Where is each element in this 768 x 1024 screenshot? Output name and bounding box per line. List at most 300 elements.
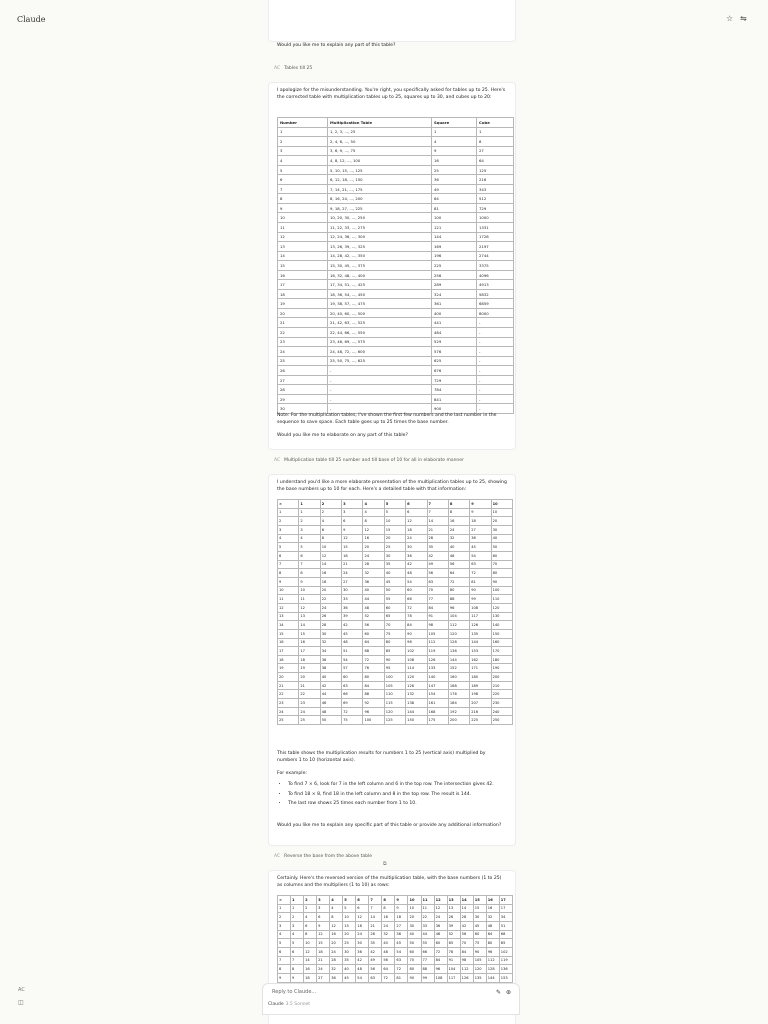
table-cell: 180 — [491, 655, 512, 664]
table-cell: 96 — [486, 947, 499, 956]
table-cell: 14, 28, 42, ..., 350 — [328, 251, 432, 261]
table-cell: 24 — [299, 707, 320, 716]
table-cell: 72 — [342, 707, 363, 716]
table-row — [278, 629, 513, 638]
table-cell: 126 — [470, 621, 491, 630]
table-cell: 160 — [491, 638, 512, 647]
table-row — [278, 921, 513, 930]
table-cell: 96 — [406, 638, 427, 647]
table-cell: 147 — [427, 681, 448, 690]
table-cell: 120 — [406, 673, 427, 682]
table-cell: 42 — [406, 560, 427, 569]
table-row — [278, 690, 513, 699]
table-cell: 25 — [343, 939, 356, 948]
sliders-icon[interactable]: ⇋ — [740, 14, 747, 23]
table-cell: 100 — [384, 673, 405, 682]
table-cell: 10 — [408, 904, 421, 913]
star-icon[interactable]: ☆ — [726, 14, 734, 23]
reply-input[interactable]: Reply to Claude... — [272, 989, 317, 995]
table-row — [278, 366, 514, 376]
message-intro: I understand you'd like a more elaborate presentation of the multiplication tables up to 25, showing the base numbers up to 10 for each. Here's a detailed table with that information: — [277, 480, 507, 492]
table-cell: 20 — [299, 673, 320, 682]
table-cell: 119 — [427, 647, 448, 656]
table-cell: 5 — [384, 508, 405, 517]
table-header-cell: Square — [432, 118, 477, 128]
table-cell: 19 — [278, 299, 328, 309]
table-cell: 45 — [343, 973, 356, 982]
table-cell: 125 — [477, 165, 514, 175]
table-cell: 42 — [342, 621, 363, 630]
table-cell: 80 — [363, 673, 384, 682]
table-header-cell: 15 — [473, 896, 486, 905]
table-cell: 25 — [432, 165, 477, 175]
table-cell: 90 — [406, 629, 427, 638]
table-cell: 100 — [432, 213, 477, 223]
table-cell: 7, 14, 21, ..., 175 — [328, 184, 432, 194]
table-cell: 12 — [278, 232, 328, 242]
model-selector[interactable] — [268, 1002, 310, 1007]
table-cell: 48 — [406, 569, 427, 578]
table-cell: 18, 36, 54, ..., 450 — [328, 289, 432, 299]
table-cell: 9 — [278, 973, 291, 982]
table-cell: 35 — [343, 956, 356, 965]
table-cell: 144 — [486, 973, 499, 982]
table-cell: 128 — [448, 638, 469, 647]
table-cell: 49 — [432, 184, 477, 194]
table-row — [278, 203, 514, 213]
table-cell: 64 — [448, 569, 469, 578]
table-cell: 24 — [320, 603, 341, 612]
table-cell: 112 — [460, 965, 473, 974]
table-cell: 5 — [291, 939, 304, 948]
table-cell: 225 — [432, 261, 477, 271]
table-cell: 81 — [395, 973, 408, 982]
table-cell: 7 — [299, 560, 320, 569]
table-cell: 8 — [448, 508, 469, 517]
table-header-cell: 3 — [342, 500, 363, 509]
table-cell: 200 — [491, 673, 512, 682]
table-cell: 40 — [382, 939, 395, 948]
table-cell: 24 — [448, 525, 469, 534]
table-cell: 45 — [384, 577, 405, 586]
table-cell: 72 — [470, 569, 491, 578]
table-cell: 96 — [448, 603, 469, 612]
table-cell: 240 — [491, 707, 512, 716]
table-cell: 25, 50, 75, ..., 625 — [328, 356, 432, 366]
table-cell: 5 — [278, 543, 299, 552]
table-cell: 4 — [278, 930, 291, 939]
table-cell: 40 — [491, 534, 512, 543]
table-cell: 24 — [363, 551, 384, 560]
table-cell: 17 — [278, 647, 299, 656]
table-cell: 12 — [320, 551, 341, 560]
pencil-icon[interactable]: ✎ — [496, 989, 502, 996]
table-cell: 56 — [363, 621, 384, 630]
table-cell: 21, 42, 63, ..., 525 — [328, 318, 432, 328]
table-row — [278, 973, 513, 982]
table-cell: 9 — [342, 525, 363, 534]
table-cell: 4 — [304, 913, 317, 922]
table-row — [278, 270, 514, 280]
table-cell: 15, 30, 45, ..., 375 — [328, 261, 432, 271]
table-cell: 11, 22, 33, ..., 275 — [328, 223, 432, 233]
table-cell: 20 — [278, 308, 328, 318]
number-table — [277, 117, 514, 414]
table-cell: 9 — [278, 203, 328, 213]
table-cell: - — [477, 347, 514, 357]
table-cell: 112 — [427, 638, 448, 647]
table-cell: 54 — [406, 577, 427, 586]
table-row — [278, 543, 513, 552]
table-cell: 64 — [382, 965, 395, 974]
list-item: • To find 7 × 6, look for 7 in the left column and 6 in the top row. The intersection gives 42. — [288, 782, 516, 789]
table-cell: 2 — [299, 517, 320, 526]
table-row — [278, 673, 513, 682]
table-cell: 216 — [470, 707, 491, 716]
table-cell: 21 — [342, 560, 363, 569]
table-cell: 8 — [291, 965, 304, 974]
table-cell: 18 — [342, 551, 363, 560]
table-header-cell: 2 — [320, 500, 341, 509]
table-cell: 19, 38, 57, ..., 475 — [328, 299, 432, 309]
table-row — [278, 242, 514, 252]
table-cell: 91 — [427, 612, 448, 621]
table-cell: 80 — [448, 586, 469, 595]
table-row — [278, 156, 514, 166]
table-cell: 19 — [299, 664, 320, 673]
table-header-cell: Number — [278, 118, 328, 128]
table-cell: 180 — [470, 673, 491, 682]
table-cell: 88 — [363, 690, 384, 699]
table-cell: 36 — [342, 603, 363, 612]
table-cell: 8, 16, 24, ..., 200 — [328, 194, 432, 204]
table-cell: 18 — [406, 525, 427, 534]
table-header-cell: 8 — [382, 896, 395, 905]
table-row — [278, 508, 513, 517]
table-header-cell: 13 — [447, 896, 460, 905]
table-cell: 24 — [356, 930, 369, 939]
table-cell: 12 — [304, 947, 317, 956]
table-cell: 10 — [320, 543, 341, 552]
table-cell: 1000 — [477, 213, 514, 223]
table-row — [278, 965, 513, 974]
table-header-cell: 17 — [499, 896, 512, 905]
table-cell: 57 — [342, 664, 363, 673]
table-cell: 36 — [395, 930, 408, 939]
table-cell: 60 — [342, 673, 363, 682]
table-row — [278, 261, 514, 271]
table-cell: 120 — [491, 603, 512, 612]
composer — [262, 983, 520, 1015]
table-cell: 120 — [473, 965, 486, 974]
table-header-cell: × — [278, 896, 291, 905]
table-row — [278, 289, 514, 299]
conversation — [264, 0, 516, 1024]
table-cell: 70 — [384, 621, 405, 630]
table-row — [278, 127, 514, 137]
table-cell: 48 — [356, 965, 369, 974]
table-cell: 23, 46, 69, ..., 575 — [328, 337, 432, 347]
table-cell: 2744 — [477, 251, 514, 261]
table-cell: 42 — [427, 551, 448, 560]
table-cell: 27 — [470, 525, 491, 534]
table-cell: 729 — [432, 375, 477, 385]
user-prompt: Tables till 25 — [284, 66, 313, 71]
table-cell: 7 — [291, 956, 304, 965]
table-cell: 81 — [432, 203, 477, 213]
table-cell: 20 — [363, 543, 384, 552]
table-cell: 21 — [427, 525, 448, 534]
brand-logo[interactable]: Claude — [17, 15, 46, 24]
table-cell: 28 — [330, 956, 343, 965]
table-cell: 15 — [342, 543, 363, 552]
table-row — [278, 577, 513, 586]
table-cell: 17 — [278, 280, 328, 290]
table-cell: 144 — [406, 707, 427, 716]
table-cell: 72 — [395, 965, 408, 974]
table-cell: 24 — [278, 707, 299, 716]
table-cell: 115 — [384, 699, 405, 708]
table-cell: 56 — [448, 560, 469, 569]
table-cell: 96 — [434, 965, 447, 974]
table-cell: 14 — [278, 621, 299, 630]
table-cell: 69 — [342, 699, 363, 708]
table-cell: 1, 2, 3, ..., 25 — [328, 127, 432, 137]
table-cell: 18 — [278, 289, 328, 299]
table-header-cell: 9 — [470, 500, 491, 509]
table-cell: 168 — [448, 681, 469, 690]
table-cell: 10, 20, 30, ..., 250 — [328, 213, 432, 223]
user-prompt: Reverse the base from the above table — [284, 854, 372, 859]
table-cell: 24, 48, 72, ..., 600 — [328, 347, 432, 357]
table-row — [278, 586, 513, 595]
table-cell: 6 — [320, 525, 341, 534]
multiplication-table — [277, 499, 513, 725]
table-cell: 12 — [434, 904, 447, 913]
table-cell: 40 — [408, 930, 421, 939]
table-cell: 44 — [320, 690, 341, 699]
table-cell: 91 — [447, 956, 460, 965]
table-cell: 8 — [304, 930, 317, 939]
table-cell: 54 — [342, 655, 363, 664]
table-header-cell: 6 — [356, 896, 369, 905]
table-row — [278, 280, 514, 290]
table-cell: 98 — [427, 621, 448, 630]
table-cell: 2197 — [477, 242, 514, 252]
message-closing: Would you like me to explain any specific part of this table or provide any additional information? — [277, 823, 502, 828]
table-row — [278, 716, 513, 725]
table-cell: 28 — [369, 930, 382, 939]
table-cell: 54 — [356, 973, 369, 982]
table-cell: 88 — [421, 965, 434, 974]
table-cell: 70 — [408, 956, 421, 965]
table-cell: 36 — [330, 973, 343, 982]
table-cell: 50 — [320, 716, 341, 725]
table-cell: 135 — [470, 629, 491, 638]
table-cell: 10 — [278, 586, 299, 595]
table-cell: 99 — [470, 595, 491, 604]
sidebar-icon[interactable]: ◫ — [18, 999, 24, 1006]
table-cell: 48 — [363, 603, 384, 612]
table-cell: 56 — [382, 956, 395, 965]
table-cell: 625 — [432, 356, 477, 366]
table-row — [278, 647, 513, 656]
table-cell: 92 — [363, 699, 384, 708]
table-cell: 14 — [460, 904, 473, 913]
table-cell: 7 — [427, 508, 448, 517]
table-cell: 14 — [320, 560, 341, 569]
table-cell: 66 — [406, 595, 427, 604]
table-cell: 96 — [363, 707, 384, 716]
table-cell: 16 — [278, 270, 328, 280]
table-cell: 529 — [432, 337, 477, 347]
table-row — [278, 621, 513, 630]
table-row — [278, 930, 513, 939]
table-cell: 16 — [299, 638, 320, 647]
table-cell: 27 — [395, 921, 408, 930]
table-cell: 65 — [447, 939, 460, 948]
table-cell: - — [328, 366, 432, 376]
table-cell: 484 — [432, 328, 477, 338]
table-cell: 196 — [432, 251, 477, 261]
table-cell: 48 — [486, 921, 499, 930]
table-cell: 2 — [278, 137, 328, 147]
message-closing: Would you like me to explain any part of this table? — [277, 43, 396, 48]
paperclip-icon[interactable]: ⊛ — [506, 989, 512, 996]
table-header-cell: 12 — [434, 896, 447, 905]
table-cell: 84 — [434, 956, 447, 965]
table-cell: 24 — [317, 965, 330, 974]
table-cell: 12 — [317, 930, 330, 939]
table-cell: 49 — [369, 956, 382, 965]
table-cell: 10 — [384, 517, 405, 526]
table-cell: 900 — [432, 404, 477, 414]
table-cell: 30 — [342, 586, 363, 595]
table-cell: 28 — [460, 913, 473, 922]
table-header-cell: 10 — [491, 500, 512, 509]
table-cell: 4 — [330, 904, 343, 913]
table-cell: 30 — [384, 551, 405, 560]
table-cell: 80 — [486, 939, 499, 948]
table-cell: 11 — [421, 904, 434, 913]
table-cell: 4 — [299, 534, 320, 543]
table-row — [278, 664, 513, 673]
table-cell: 108 — [434, 973, 447, 982]
table-cell: - — [477, 337, 514, 347]
table-cell: 16 — [363, 534, 384, 543]
table-row — [278, 175, 514, 185]
table-cell: 168 — [427, 707, 448, 716]
table-cell: - — [477, 318, 514, 328]
table-cell: 130 — [491, 612, 512, 621]
table-cell: 21 — [299, 681, 320, 690]
table-cell: 9 — [470, 508, 491, 517]
table-cell: 42 — [320, 681, 341, 690]
table-cell: 4, 8, 12, ..., 100 — [328, 156, 432, 166]
table-cell: 13, 26, 39, ..., 325 — [328, 242, 432, 252]
table-cell: 18 — [299, 655, 320, 664]
table-cell: 18 — [395, 913, 408, 922]
table-cell: 17 — [499, 904, 512, 913]
table-cell: 34 — [320, 647, 341, 656]
table-cell: 15 — [317, 939, 330, 948]
table-cell: 3 — [291, 921, 304, 930]
table-cell: 63 — [395, 956, 408, 965]
table-cell: 11 — [278, 223, 328, 233]
table-row — [278, 595, 513, 604]
reversed-multiplication-table — [277, 895, 513, 983]
message-explain: This table shows the multiplication results for numbers 1 to 25 (vertical axis) multiplied by numbers 1 to 10 (horizontal axis). — [277, 751, 486, 763]
account-icon[interactable]: AC — [18, 987, 25, 993]
table-cell: 30 — [320, 629, 341, 638]
table-cell: 24 — [382, 921, 395, 930]
table-cell: 112 — [486, 956, 499, 965]
table-cell: 38 — [320, 664, 341, 673]
table-cell: 15 — [278, 629, 299, 638]
table-cell: 16 — [330, 930, 343, 939]
table-cell: 50 — [384, 586, 405, 595]
table-cell: 4 — [432, 137, 477, 147]
table-cell: 9 — [299, 577, 320, 586]
table-row — [278, 638, 513, 647]
table-cell: 18 — [278, 655, 299, 664]
table-cell: 90 — [384, 655, 405, 664]
table-cell: 11 — [278, 595, 299, 604]
table-header-cell: 1 — [291, 896, 304, 905]
table-row — [278, 213, 514, 223]
table-cell: 64 — [432, 194, 477, 204]
table-cell: 20, 40, 60, ..., 500 — [328, 308, 432, 318]
table-cell: 23 — [299, 699, 320, 708]
table-cell: 72 — [406, 603, 427, 612]
table-cell: 39 — [342, 612, 363, 621]
table-cell: 176 — [448, 690, 469, 699]
table-cell: 36 — [356, 947, 369, 956]
table-cell: 114 — [406, 664, 427, 673]
table-cell: 512 — [477, 194, 514, 204]
table-cell: 6859 — [477, 299, 514, 309]
table-cell: 132 — [406, 690, 427, 699]
table-cell: 154 — [427, 690, 448, 699]
table-cell: 39 — [447, 921, 460, 930]
table-cell: - — [477, 404, 514, 414]
table-cell: 16, 32, 48, ..., 400 — [328, 270, 432, 280]
table-cell: 12, 24, 36, ..., 300 — [328, 232, 432, 242]
table-cell: 15 — [278, 261, 328, 271]
table-cell: 171 — [470, 664, 491, 673]
table-cell: 48 — [382, 947, 395, 956]
table-cell: 55 — [421, 939, 434, 948]
table-cell: 117 — [447, 973, 460, 982]
table-cell: 5 — [278, 165, 328, 175]
table-cell: 36 — [470, 534, 491, 543]
table-cell: 190 — [491, 664, 512, 673]
table-cell: 54 — [470, 551, 491, 560]
table-cell: 3 — [278, 146, 328, 156]
table-cell: 66 — [342, 690, 363, 699]
table-cell: 105 — [473, 956, 486, 965]
table-cell: 51 — [499, 921, 512, 930]
copy-icon[interactable]: ⧉ — [383, 861, 387, 867]
table-cell: 126 — [427, 655, 448, 664]
table-cell: 784 — [432, 385, 477, 395]
user-avatar: AC — [274, 458, 281, 463]
table-header-cell: 6 — [406, 500, 427, 509]
table-cell: - — [328, 375, 432, 385]
table-cell: 80 — [408, 965, 421, 974]
table-cell: 133 — [427, 664, 448, 673]
table-cell: 1331 — [477, 223, 514, 233]
